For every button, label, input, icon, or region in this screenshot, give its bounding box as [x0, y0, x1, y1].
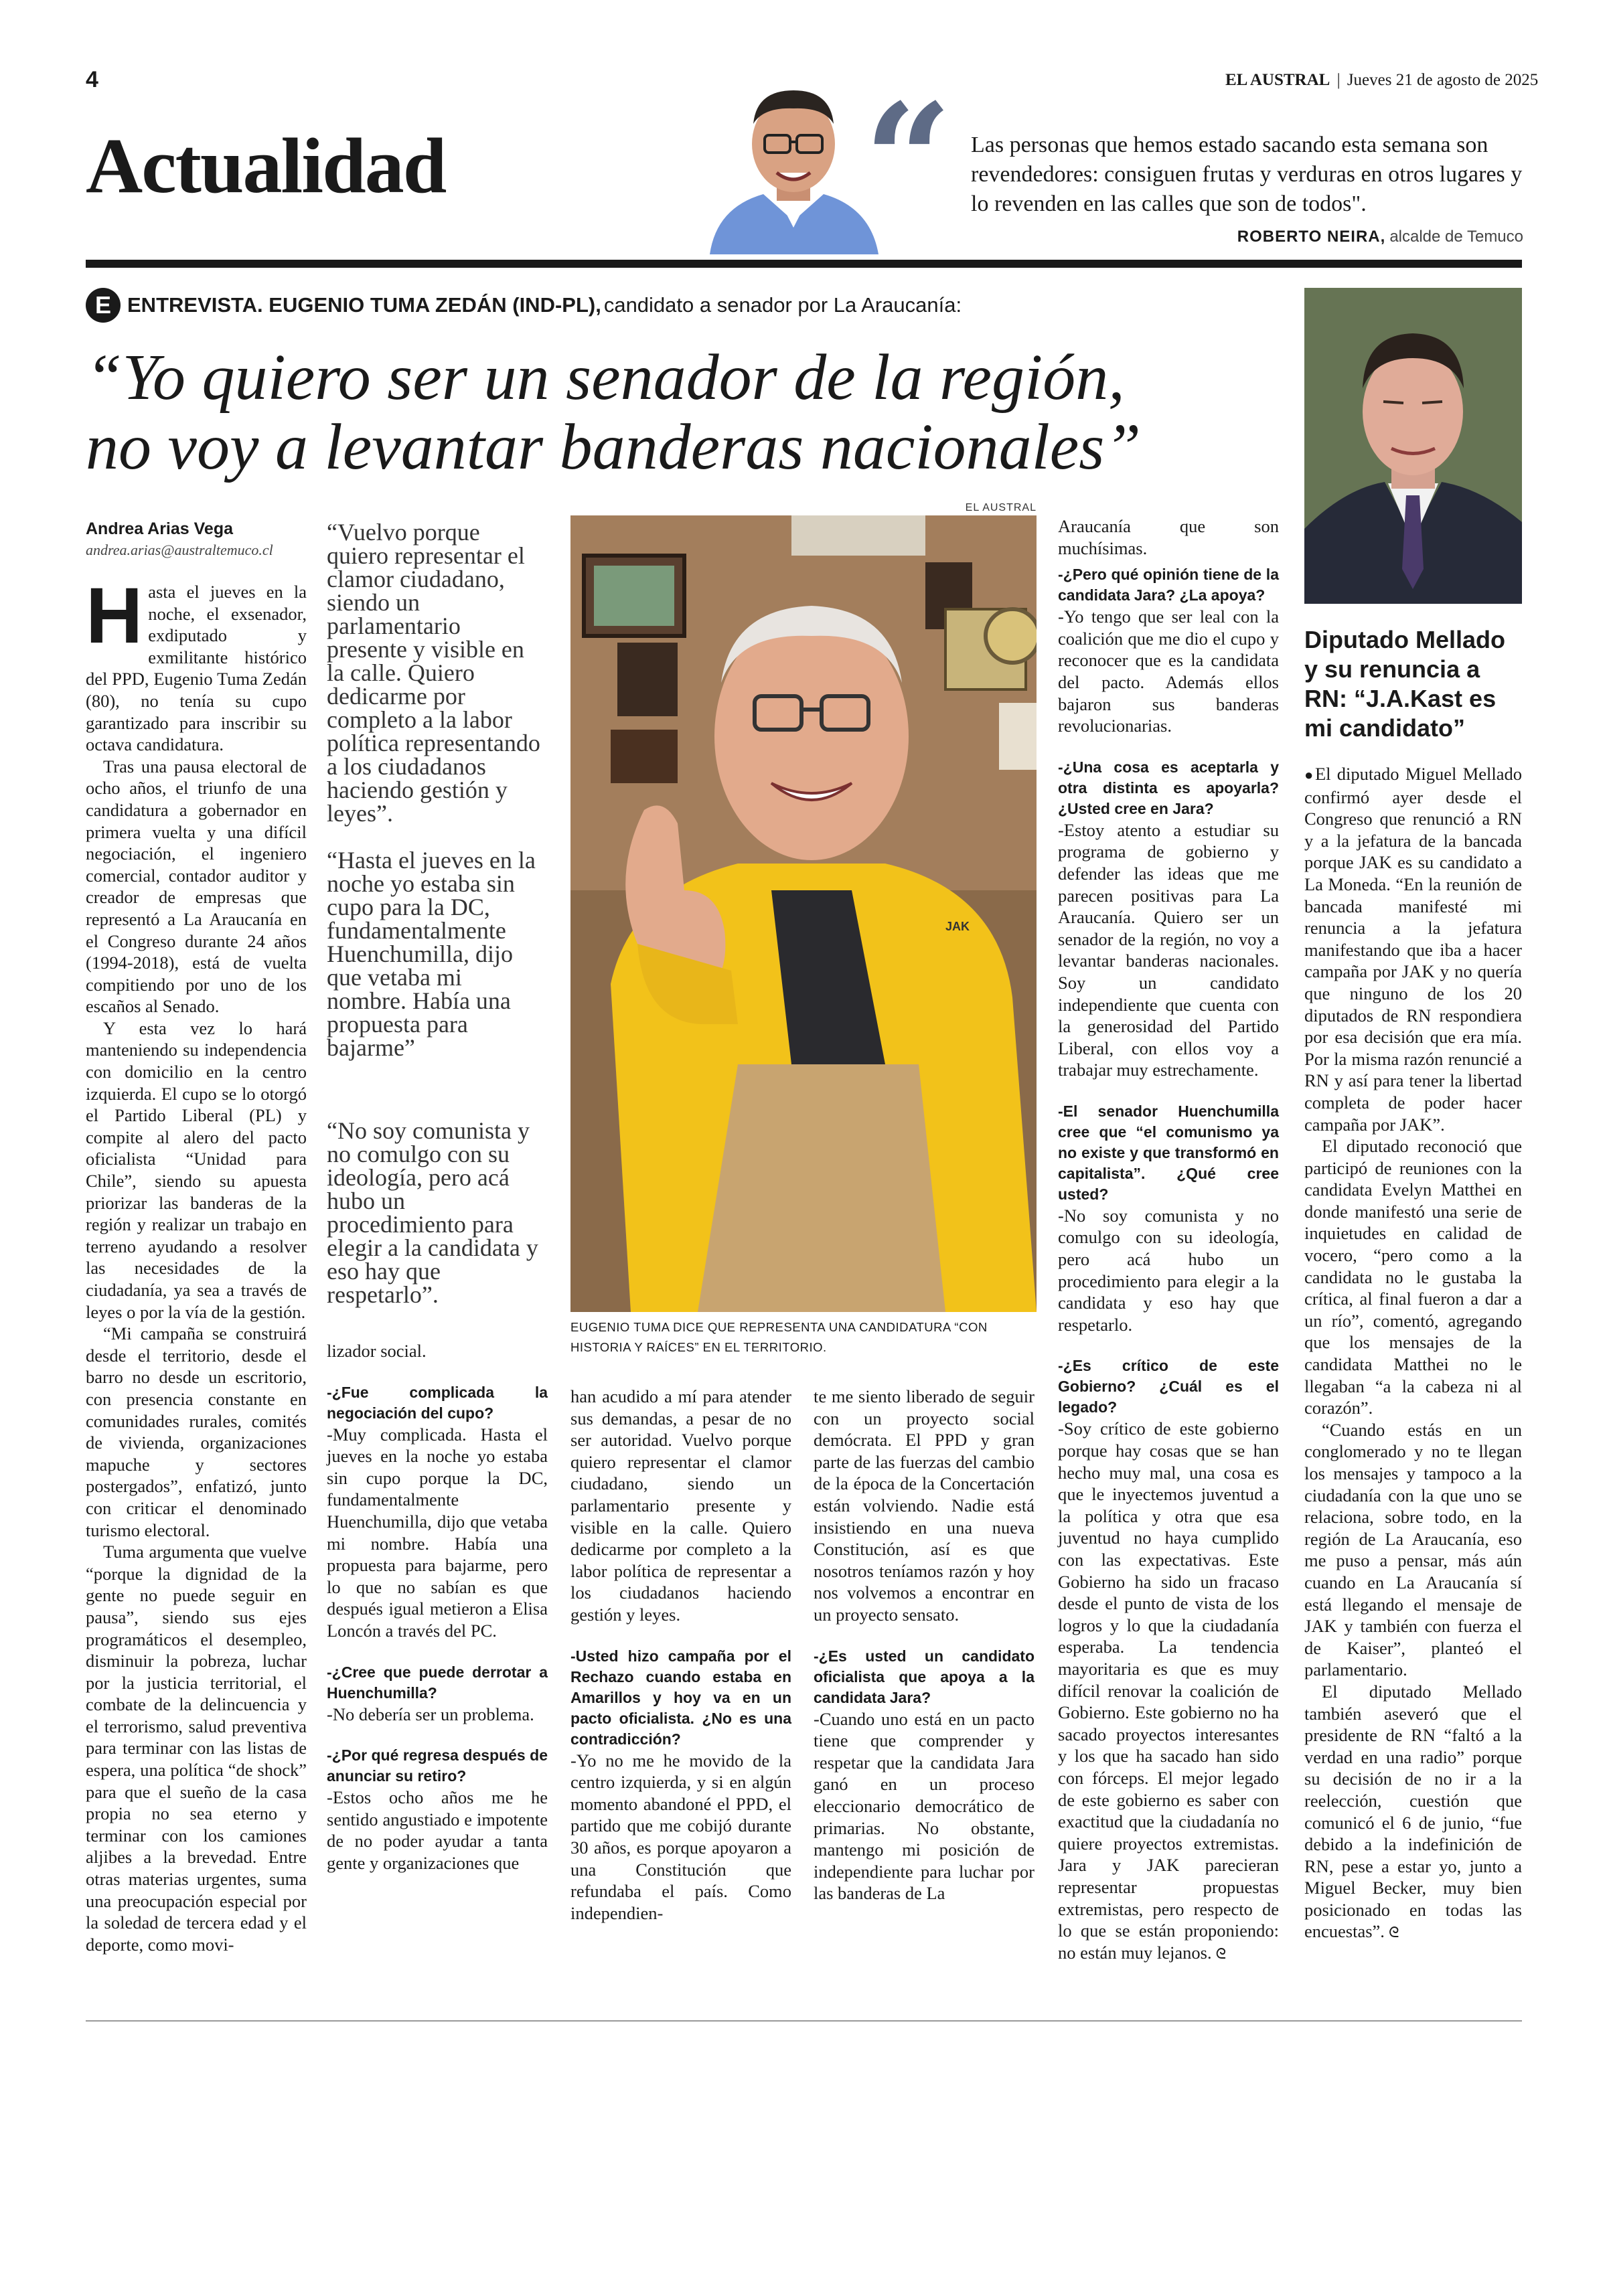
interview-photo-icon	[570, 515, 1037, 1312]
quote-mark-icon: “	[864, 70, 953, 251]
sidebar-paragraph: “Cuando estás en un conglomerado y no te llegan los mensajes y tampoco a la ciudadanía con la que uno se relaciona, sobre todo, en la región de La Araucanía, eso me puso a pensar, más aún cuando en La Araucanía sí está llegando el mensaje de JAK y también con fuerza el de Kaiser”, planteó el parlamentario.	[1304, 1419, 1522, 1680]
body-paragraph: Tuma argumenta que vuelve “porque la dignidad de la gente no puede seguir en pausa”, siendo sus ejes programáticos el desempleo, disminuir la pobreza, luchar por la justicia territorial, el combate de la delincuencia y el terrorismo, salud preventiva para terminar con las listas de espera, una política “de shock” para que el sueño de la casa propia no sea eterno y terminar con los camiones aljibes a la brevedad. Entre otras materias urgentes, suma una preocupación especial por la soledad de tercera edad y el deporte, como movi-	[86, 1542, 307, 1955]
answer: -Estos ocho años me he sentido angustiado e impotente de no poder ayudar a tanta gente y organizaciones que	[327, 1787, 548, 1873]
question: -¿Por qué regresa después de anunciar su retiro?	[327, 1746, 548, 1785]
answer: -Yo tengo que ser leal con la coalición que me dio el cupo y reconocer que es la candidata del pacto. Además ellos bajaron sus banderas revolucionarias.	[1058, 606, 1279, 736]
answer: -No soy comunista y no comulgo con su ideología, pero acá hubo un procedimiento para elegir a la candidata y eso hay que respetarlo.	[1058, 1205, 1279, 1335]
body-paragraph: Y esta vez lo hará manteniendo su independencia con domicilio en la centro izquierda. El cupo se lo otorgó el Partido Liberal (PL) y compite al alero del pacto oficialista “Unidad para Chile”, siendo su apuesta priorizar las banderas de la región y realizar un trabajo en terreno ayudando a resolver las necesidades de la ciudadanía, ya sea a través de leyes o por la vía de la gestión.	[86, 1017, 307, 1322]
column-3-bottom	[570, 1386, 791, 1924]
kicker-rest: candidato a senador por La Araucanía:	[603, 293, 962, 317]
section-title: Actualidad	[86, 122, 446, 210]
body-paragraph: lizador social.	[327, 1341, 427, 1361]
answer: -Muy complicada. Hasta el jueves en la noche yo estaba sin cupo porque la DC, fundamentalmente Huenchumilla, dijo que vetaba mi nombre. Había una propuesta para bajarme, pero lo que no sabían es que después igual metieron a Elisa Loncón a través del PC.	[327, 1424, 548, 1641]
quote-author: ROBERTO NEIRA,	[1237, 228, 1386, 246]
question: -¿Cree que puede derrotar a Huenchumilla?	[327, 1663, 548, 1702]
end-mark-icon: ᘓ	[1388, 1924, 1399, 1942]
pull-quote-2: “Hasta el jueves en la noche yo estaba sin cupo para la DC, fundamentalmente Huenchumilla, dijo que vetaba mi nombre. Había una propuesta para bajarme”	[327, 847, 536, 1061]
pull-quote-1: “Vuelvo porque quiero representar el clamor ciudadano, siendo un parlamentario presente y visible en la calle. Quiero dedicarme por completo a la labor política representando a los ciudadanos haciendo gestión y leyes”.	[327, 519, 540, 827]
header-portrait	[703, 60, 884, 254]
sidebar-paragraph: ●El diputado Miguel Mellado confirmó ayer desde el Congreso que renunció a RN y a la jefatura de la bancada porque JAK es su candidato a La Moneda. “En la reunión de bancada manifesté mi renuncia a la jefatura manifestando que iba a hacer campaña por JAK y no quería que ninguno de los 20 diputados de RN respondiera por esa decisión que era mía. Por la misma razón renuncié a RN y así para tener la libertad completa de poder hacer campaña por JAK”.	[1304, 764, 1522, 1135]
sidebar-paragraph: El diputado Mellado también aseveró que el presidente de RN “faltó a la verdad en una radio” porque su decisión de no ir a la reelección, cuestión que comunicó el 6 de junio, “fue debido a la indefinición de RN, pese a estar yo, junto a Miguel Becker, muy bien posicionado en todas las encuestas”. ᘓ	[1304, 1681, 1522, 1942]
answer: -No debería ser un problema.	[327, 1704, 534, 1724]
question: -Usted hizo campaña por el Rechazo cuando estaba en Amarillos y hoy va en un pacto oficialista. ¿No es una contradicción?	[570, 1647, 791, 1748]
body-paragraph: Tras una pausa electoral de ocho años, el triunfo de una candidatura a gobernador en primera vuelta y una difícil negociación, el ingeniero comercial, contador auditor y creador de empresas que representó a La Araucanía en el Congreso durante 24 años (1994-2018), está de vuelta compitiendo por uno de los escaños al Senado.	[86, 756, 307, 1017]
body-paragraph: Hasta el jueves en la noche, el exsenador, exdiputado y exmilitante histórico del PPD, Eugenio Tuma Zedán (80), no tenía su cupo garantizado para inscribir su octava candidatura.	[86, 572, 307, 755]
question: -¿Una cosa es aceptarla y otra distinta es apoyarla? ¿Usted cree en Jara?	[1058, 758, 1279, 817]
headline	[86, 343, 1291, 482]
bullet-icon: ●	[1304, 766, 1315, 783]
header-rule	[86, 260, 1522, 268]
photo-credit: EL AUSTRAL	[965, 502, 1037, 513]
answer: han acudido a mí para atender sus demandas, a pesar de no ser autoridad. Vuelvo porque quiero representar el clamor ciudadano, siendo un parlamentario presente y visible en la calle. Quiero dedicarme por completo a la labor política de representar a los ciudadanos haciendo gestión y leyes.	[570, 1386, 791, 1625]
sidebar-headline: Diputado Mellado y su renuncia a RN: “J.A.Kast es mi candidato”	[1304, 626, 1505, 742]
question: -¿Es crítico de este Gobierno? ¿Cuál es el legado?	[1058, 1357, 1279, 1416]
answer: Araucanía que son muchísimas.	[1058, 516, 1279, 558]
sidebar-paragraph: El diputado reconoció que participó de reuniones con la candidata Evelyn Matthei en donde manifestó una serie de inquietudes en calidad de vocero, “pero como a la candidata no le gustaba la crítica, al final fueron a dar a un río”, comentó, agregando que los mensajes de la candidata Matthei no le llegaban “a la cabeza ni al corazón”.	[1304, 1136, 1522, 1418]
header-quote-attribution	[971, 228, 1523, 246]
question: -¿Pero qué opinión tiene de la candidata Jara? ¿La apoya?	[1058, 566, 1279, 604]
kicker	[86, 288, 962, 325]
kicker-bold: ENTREVISTA. EUGENIO TUMA ZEDÁN (IND-PL),	[127, 293, 601, 317]
bottom-rule	[86, 2020, 1522, 2022]
dropcap: H	[86, 572, 143, 660]
answer: -Cuando uno está en un pacto tiene que comprender y respetar que la candidata Jara ganó en un proceso eleccionario democrático de primarias. No obstante, mantengo mi posición de independiente para luchar por las banderas de La	[814, 1708, 1035, 1904]
main-photo	[570, 515, 1037, 1312]
person-photo-icon	[703, 60, 884, 254]
answer: -Estoy atento a estudiar su programa de gobierno y defender las ideas que me parecen positivas para La Araucanía. Quiero ser un senador de la región, no voy a levantar banderas nacionales. Soy un candidato independiente que cuenta con la generosidad del Partido Liberal, con ellos voy a trabajar muy estrechamente.	[1058, 819, 1279, 1080]
question: -¿Es usted un candidato oficialista que apoya a la candidata Jara?	[814, 1647, 1035, 1706]
question: -El senador Huenchumilla cree que “el comunismo ya no existe y que transformó en capitalista”. ¿Qué cree usted?	[1058, 1102, 1279, 1203]
answer: -Soy crítico de este gobierno porque hay cosas que se han hecho muy mal, una cosa es que le inyectemos juventud a la política y otra que esa juventud no haya cumplido con las expectativas. Este Gobierno ha sido un fracaso desde el punto de vista de los logros y lo que la ciudadanía esperaba. La tendencia mayoritaria es que es muy difícil renovar la coalición de Gobierno. Este gobierno no ha sacado proyectos interesantes y los que ha sacado han sido con fórceps. El mejor legado de este gobierno es saber con exactitud que la ciudadanía no quiere proyectos extremistas. Jara y JAK parecieran representar propuestas extremistas, pero respecto de lo que se están proponiendo: no están muy lejanos. ᘓ	[1058, 1418, 1279, 1963]
column-5	[1058, 515, 1279, 1965]
headline-line-2: no voy a levantar banderas nacionales”	[86, 411, 1141, 483]
end-mark-icon: ᘓ	[1215, 1945, 1227, 1963]
answer: -Yo no me he movido de la centro izquierda, y si en algún momento abandoné el PPD, el partido que me cobijó durante 30 años, es porque apoyaron a una Constitución que refundaba el país. Como independien-	[570, 1750, 791, 1923]
e-badge-icon: E	[86, 288, 121, 323]
person-photo-icon	[1304, 288, 1522, 604]
page-number: 4	[86, 67, 98, 92]
byline	[86, 519, 307, 559]
header-quote: Las personas que hemos estado sacando esta semana son revendedores: consiguen frutas y verduras en otros lugares y lo revenden en las calles que son de todos".	[971, 133, 1523, 216]
svg-text:JAK: JAK	[945, 920, 970, 933]
masthead-info: EL AUSTRAL | Jueves 21 de agosto de 2025	[1225, 71, 1539, 89]
author-name: Andrea Arias Vega	[86, 519, 234, 538]
column-2-bottom	[327, 1340, 548, 1874]
column-4-bottom	[814, 1386, 1035, 1904]
sidebar-body	[1304, 763, 1522, 1945]
headline-line-1: “Yo quiero ser un senador de la región,	[86, 341, 1125, 414]
body-paragraph: “Mi campaña se construirá desde el territorio, desde el barro no desde un escritorio, con presencia constante en comunidades rurales, comités de vivienda, organizaciones mapuche y sectores postergados”, enfatizó, junto con criticar el denominado turismo electoral.	[86, 1323, 307, 1540]
question: -¿Fue complicada la negociación del cupo?	[327, 1383, 548, 1422]
column-1	[86, 572, 307, 1955]
sidebar-photo	[1304, 288, 1522, 604]
issue-date: Jueves 21 de agosto de 2025	[1347, 71, 1539, 89]
pull-quote-3: “No soy comunista y no comulgo con su ideología, pero acá hubo un procedimiento para elegir a la candidata y eso hay que respetarlo”.	[327, 1117, 538, 1308]
newspaper-name: EL AUSTRAL	[1225, 71, 1330, 89]
quote-author-role: alcalde de Temuco	[1389, 228, 1523, 246]
answer: te me siento liberado de seguir con un proyecto social demócrata. El PPD y gran parte de las fuerzas del cambio de la época de la Concertación están volviendo. Nadie está insistiendo en una nueva Constitución, así es que nosotros teníamos razón y hoy nos volvemos a encontrar en un proyecto sensato.	[814, 1386, 1035, 1625]
author-email: andrea.arias@australtemuco.cl	[86, 542, 273, 558]
photo-caption: EUGENIO TUMA DICE QUE REPRESENTA UNA CANDIDATURA “CON HISTORIA Y RAÍCES” EN EL TERRITORIO.	[570, 1320, 988, 1354]
